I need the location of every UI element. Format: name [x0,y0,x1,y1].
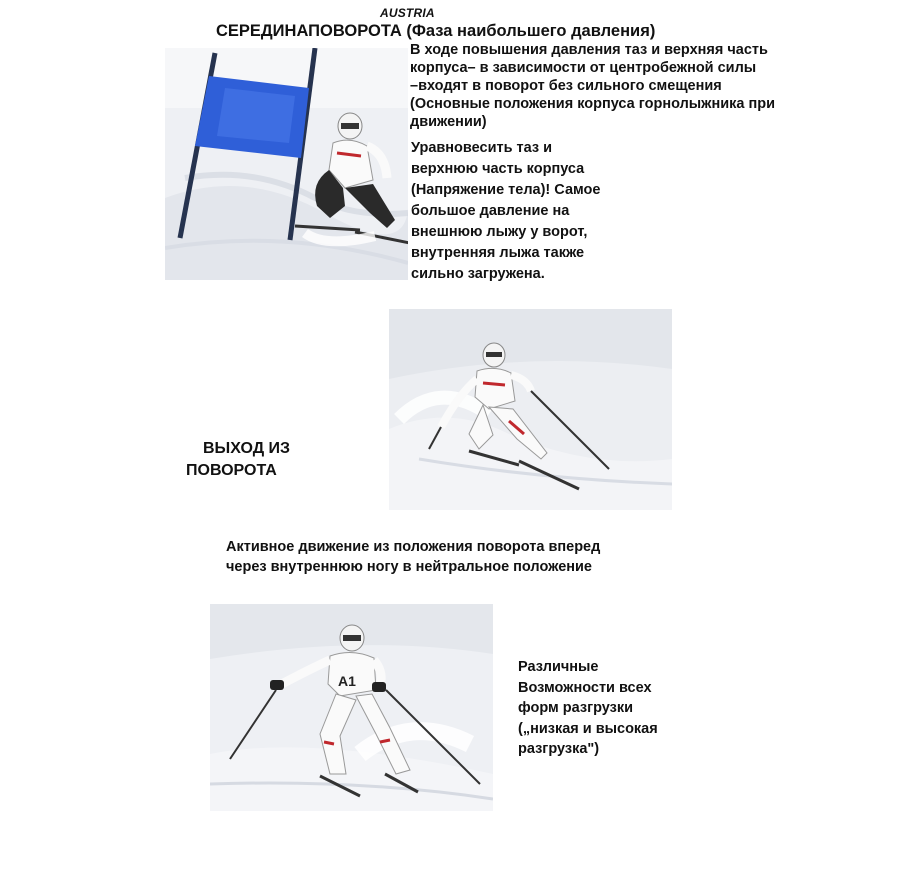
heading-line: ПОВОРОТА [186,462,277,479]
paragraph-unweighting [518,657,698,760]
text-line: (Напряжение тела)! Самое [411,182,601,198]
text-line: сильно загружена. [411,266,545,282]
text-line: Возможности всех [518,679,652,696]
brand-label: AUSTRIA [380,6,435,20]
section-title-mid-turn: СЕРЕДИНАПОВОРОТА (Фаза наибольшего давления) [216,22,656,40]
photo-skier-unweighting [210,604,493,811]
svg-text:A1: A1 [338,673,356,689]
photo-skier-gate [165,48,408,280]
text-line: через внутреннюю ногу в нейтральное положение [226,559,592,575]
text-line: –входят в поворот без сильного смещения [410,78,722,94]
text-line: Различные [518,659,599,675]
paragraph-turn-exit [226,537,676,577]
text-line: верхнюю часть корпуса [411,161,585,177]
text-line: движении) [410,114,487,130]
paragraph-mid-turn-1 [410,41,830,131]
text-line: большое давление на [411,203,570,219]
paragraph-mid-turn-2 [411,138,631,285]
text-line: форм разгрузки [518,700,634,716]
photo-skier-turn-exit [389,309,672,510]
text-line: Уравновесить таз и [411,140,553,156]
text-line: внутренняя лыжа также [411,245,585,261]
text-line: Активное движение из положения поворота вперед [226,539,601,555]
text-line: внешнюю лыжу у ворот, [411,224,588,240]
text-line: (Основные положения корпуса горнолыжника при [410,96,776,112]
text-line: корпуса– в зависимости от центробежной силы [410,60,757,76]
text-line: В ходе повышения давления таз и верхняя часть [410,42,768,58]
text-line: разгрузка") [518,741,600,757]
heading-line: ВЫХОД ИЗ [203,440,291,457]
text-line: („низкая и высокая [518,720,658,737]
